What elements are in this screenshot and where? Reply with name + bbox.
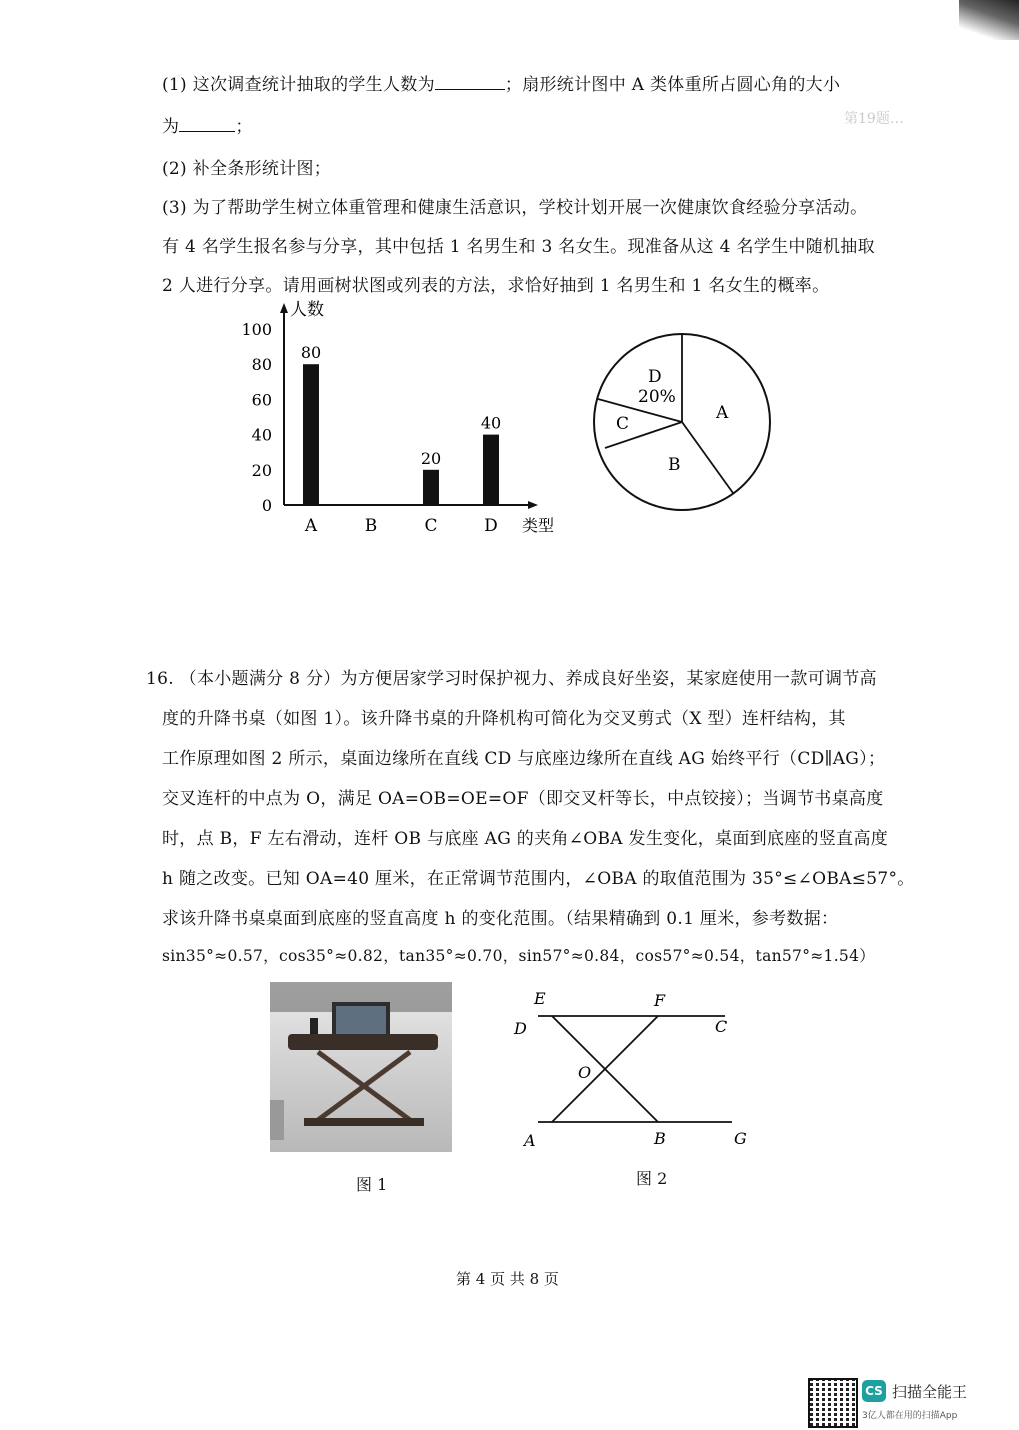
problem-16-line-2: 度的升降书桌（如图 1）。该升降书桌的升降机构可简化为交叉剪式（X 型）连杆结构，其 <box>162 709 846 729</box>
point-d: D <box>514 1019 527 1038</box>
qr-code-icon <box>808 1378 858 1428</box>
bar-a <box>303 364 319 505</box>
point-o: O <box>578 1063 592 1082</box>
x-category-label-a: A <box>304 516 318 536</box>
cs-logo-icon: CS <box>862 1380 886 1402</box>
pie-label-a: A <box>716 403 729 423</box>
problem-16-line-1: 16. （本小题满分 8 分）为方便居家学习时保护视力、养成良好坐姿，某家庭使用一款可调节高 <box>146 669 877 689</box>
x-category-label-c: C <box>424 516 438 536</box>
figure-2-caption: 图 2 <box>636 1169 668 1188</box>
desk-base <box>304 1118 424 1126</box>
point-c: C <box>715 1017 728 1036</box>
y-tick-label: 80 <box>251 355 272 375</box>
problem-16-line-4: 交叉连杆的中点为 O，满足 OA=OB=OE=OF（即交叉杆等长，中点铰接）；当调节书桌高度 <box>162 789 884 809</box>
y-tick-label: 60 <box>251 390 272 410</box>
point-g: G <box>734 1129 747 1148</box>
bar-value-label-d: 40 <box>480 413 502 433</box>
pie-percent-d: 20% <box>638 387 676 407</box>
problem-16-line-6: h 随之改变。已知 OA=40 厘米，在正常调节范围内，∠OBA 的取值范围为 35°≤∠OBA≤57°。 <box>162 869 915 889</box>
x-category-label-b: B <box>364 516 378 536</box>
figure-2-diagram <box>510 988 770 1158</box>
bar-value-label-a: 80 <box>300 343 322 363</box>
figure-1-caption: 图 1 <box>356 1175 388 1194</box>
answer-blank-angle[interactable] <box>179 117 235 132</box>
y-axis-label: 人数 <box>290 300 324 320</box>
desk-top <box>288 1034 438 1050</box>
bar-chart <box>230 295 570 540</box>
pie-label-c: C <box>616 414 630 434</box>
question-2: (2) 补全条形统计图； <box>162 159 332 179</box>
question-3-line-1: (3) 为了帮助学生树立体重管理和健康生活意识，学校计划开展一次健康饮食经验分享活动。 <box>162 198 868 218</box>
problem-16-line-5: 时，点 B，F 左右滑动，连杆 OB 与底座 AG 的夹角∠OBA 发生变化，桌面到底座的竖直高度 <box>162 829 889 849</box>
problem-16-line-7: 求该升降书桌桌面到底座的竖直高度 h 的变化范围。（结果精确到 0.1 厘米，参考数据： <box>162 909 839 929</box>
question-1-line-1: (1) 这次调查统计抽取的学生人数为 ；扇形统计图中 A 类体重所占圆心角的大小 <box>162 75 841 95</box>
figure-1-desk-photo <box>270 982 452 1152</box>
problem-16-line-3: 工作原理如图 2 所示，桌面边缘所在直线 CD 与底座边缘所在直线 AG 始终平行（CD∥AG）； <box>162 749 886 769</box>
pie-divider-ab <box>682 422 733 493</box>
pie-chart <box>590 330 780 520</box>
pie-label-b: B <box>668 455 681 475</box>
laptop-display <box>336 1006 386 1036</box>
mug <box>310 1018 318 1034</box>
point-f: F <box>654 991 666 1010</box>
y-axis-arrow <box>280 303 288 313</box>
question-1-line-2: 为 ； <box>162 117 253 137</box>
point-b: B <box>654 1129 666 1148</box>
pie-label-d: D <box>648 367 662 387</box>
scan-shadow <box>959 0 1019 40</box>
x-axis-label: 类型 <box>522 516 555 535</box>
page-footer: 第 4 页 共 8 页 <box>456 1270 559 1288</box>
point-e: E <box>534 989 546 1008</box>
question-3-line-2: 有 4 名学生报名参与分享，其中包括 1 名男生和 3 名女生。现准备从这 4 名学生中随机抽取 <box>162 237 875 257</box>
y-tick-label: 0 <box>261 496 272 515</box>
y-tick-label: 20 <box>251 460 272 480</box>
bar-c <box>423 470 439 505</box>
problem-16-line-8: sin35°≈0.57，cos35°≈0.82，tan35°≈0.70，sin57°≈0.84，cos57°≈0.54，tan57°≈1.54） <box>162 947 876 965</box>
answer-blank-count[interactable] <box>435 75 505 90</box>
x-axis-arrow <box>528 501 538 509</box>
y-tick-label: 100 <box>241 320 272 339</box>
point-a: A <box>524 1131 536 1150</box>
bleed-through-text: 第19题… <box>844 111 904 127</box>
scanner-brand: 扫描全能王 <box>892 1382 968 1401</box>
scanner-tagline: 3亿人都在用的扫描App <box>862 1411 958 1421</box>
bar-value-label-c: 20 <box>420 448 442 468</box>
x-category-label-d: D <box>484 516 498 536</box>
y-tick-label: 40 <box>251 425 272 445</box>
bar-d <box>483 435 499 505</box>
question-3-line-3: 2 人进行分享。请用画树状图或列表的方法，求恰好抽到 1 名男生和 1 名女生的概率。 <box>162 276 830 296</box>
pencil-cup <box>270 1100 284 1140</box>
scanner-watermark <box>862 1380 967 1402</box>
